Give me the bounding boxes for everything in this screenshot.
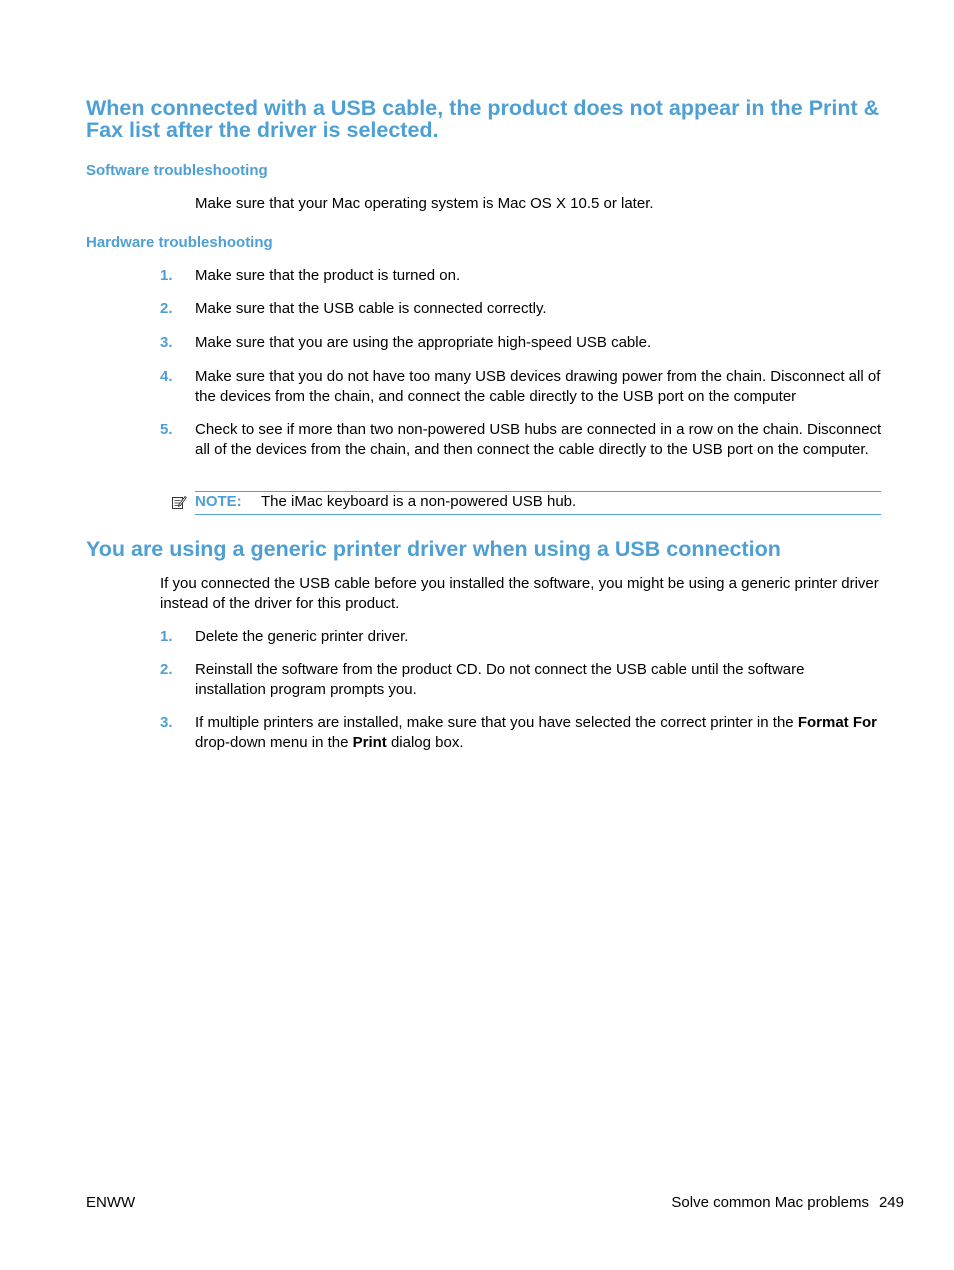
list-item: Delete the generic printer driver. (195, 628, 409, 645)
section-title-usb-not-in-list: When connected with a USB cable, the product does not appear in the Print & Fax list after the driver is selected. (86, 96, 880, 142)
list-item: Check to see if more than two non-powered USB hubs are connected in a row on the chain. Disconnect all of the devices from the chain, and then connect the cable directly to the USB port on the computer. (195, 421, 882, 458)
note-label: NOTE: (195, 493, 242, 510)
list-item-number: 3. (160, 714, 173, 731)
item-text: If multiple printers are installed, make sure that you have selected the correct printer in the (195, 714, 798, 731)
note-icon (171, 494, 187, 510)
list-item-number: 5. (160, 421, 173, 438)
list-item: Make sure that the product is turned on. (195, 267, 461, 284)
list-item: Make sure that you are using the appropriate high-speed USB cable. (195, 334, 652, 351)
generic-driver-intro: If you connected the USB cable before you installed the software, you might be using a generic printer driver instead of the driver for this product. (160, 575, 879, 612)
list-item-number: 2. (160, 300, 173, 317)
list-item (195, 713, 885, 752)
software-troubleshooting-heading: Software troubleshooting (86, 162, 268, 179)
software-troubleshooting-text: Make sure that your Mac operating system is Mac OS X 10.5 or later. (195, 195, 654, 212)
note-text: The iMac keyboard is a non-powered USB hub. (261, 493, 577, 510)
section-title-generic-driver: You are using a generic printer driver when using a USB connection (86, 537, 781, 561)
list-item-number: 4. (160, 368, 173, 385)
list-item: Make sure that the USB cable is connected correctly. (195, 300, 547, 317)
item-text: drop-down menu in the (195, 733, 353, 751)
page-number: 249 (878, 1194, 904, 1211)
footer-section-name: Solve common Mac problems (671, 1194, 869, 1211)
list-item-number: 2. (160, 661, 173, 678)
list-item-number: 3. (160, 334, 173, 351)
format-for-menu-name: Format For (797, 714, 877, 731)
list-item-number: 1. (160, 628, 173, 645)
item-text: dialog box. (386, 733, 464, 751)
list-item: Make sure that you do not have too many USB devices drawing power from the chain. Disconnect all of the devices from the chain, and connect the cable directly to the USB port on the computer (195, 368, 881, 405)
list-item-number: 1. (160, 267, 173, 284)
hardware-troubleshooting-heading: Hardware troubleshooting (86, 234, 273, 251)
footer-left-label: ENWW (86, 1194, 136, 1211)
footer-right (671, 1193, 904, 1212)
list-item: Reinstall the software from the product CD. Do not connect the USB cable until the software installation program prompts you. (195, 661, 805, 698)
print-dialog-name: Print (352, 733, 387, 751)
